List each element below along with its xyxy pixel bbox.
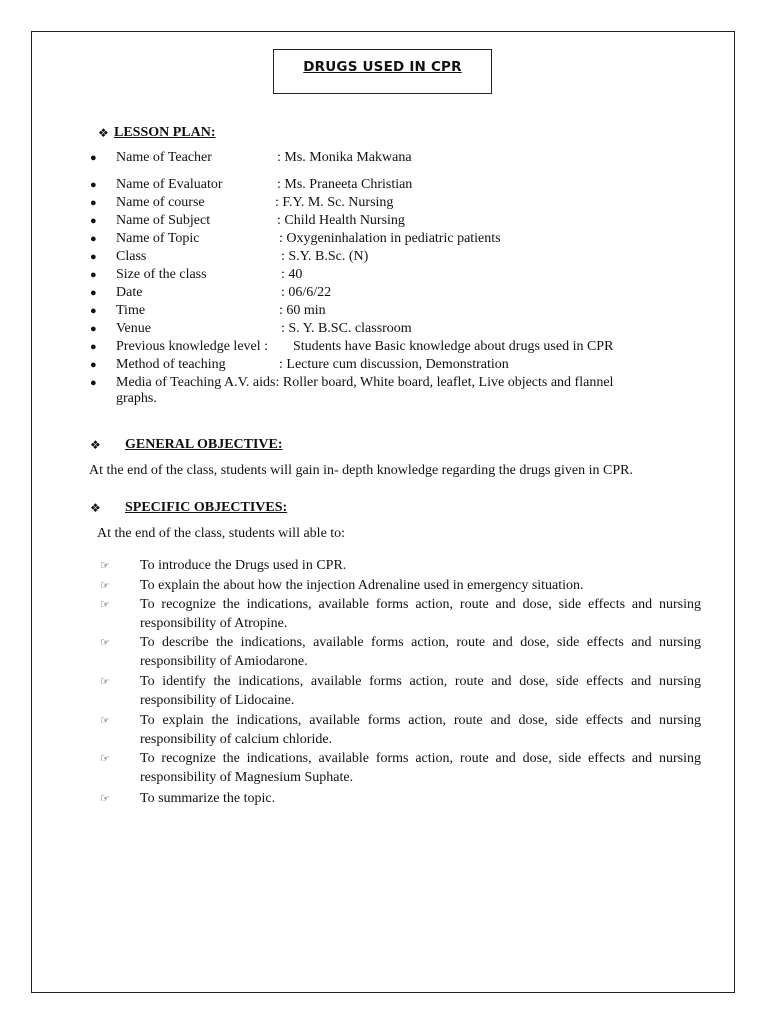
lesson-plan-heading: ❖ LESSON PLAN: xyxy=(98,125,216,140)
diamond-bullet-icon: ❖ xyxy=(90,438,101,452)
bullet-icon: ● xyxy=(90,152,97,164)
bullet-icon: ● xyxy=(90,233,97,245)
specific-objectives-intro: At the end of the class, students will able to: xyxy=(97,526,346,541)
list-item: ● Class : S.Y. B.Sc. (N) xyxy=(90,249,369,264)
list-item: ● Name of Evaluator : Ms. Praneeta Christian xyxy=(90,177,413,192)
list-item: ● Time : 60 min xyxy=(90,303,326,318)
list-item: ● Date : 06/6/22 xyxy=(90,285,332,300)
pointing-hand-icon: ☞ xyxy=(100,598,110,611)
list-item: ● Media of Teaching A.V. aids: Roller board, White board, leaflet, Live objects and flannel graphs. xyxy=(90,375,614,406)
diamond-bullet-icon: ❖ xyxy=(90,501,101,515)
list-item: ● Venue : S. Y. B.SC. classroom xyxy=(90,321,412,336)
pointing-hand-icon: ☞ xyxy=(100,579,110,592)
bullet-icon: ● xyxy=(90,359,97,371)
bullet-icon: ● xyxy=(90,305,97,317)
list-item: ● Previous knowledge level : Students have Basic knowledge about drugs used in CPR xyxy=(90,339,614,354)
document-title: DRUGS USED IN CPR xyxy=(303,59,462,75)
list-item: ● Method of teaching : Lecture cum discussion, Demonstration xyxy=(90,357,509,372)
bullet-icon: ● xyxy=(90,269,97,281)
list-item: ● Name of Teacher : Ms. Monika Makwana xyxy=(90,150,412,165)
list-item: ● Size of the class : 40 xyxy=(90,267,303,282)
bullet-icon: ● xyxy=(90,287,97,299)
bullet-icon: ● xyxy=(90,323,97,335)
bullet-icon: ● xyxy=(90,179,97,191)
list-item: ● Name of Subject : Child Health Nursing xyxy=(90,213,405,228)
list-item: ● Name of Topic : Oxygeninhalation in pediatric patients xyxy=(90,231,501,246)
pointing-hand-icon: ☞ xyxy=(100,559,110,572)
bullet-icon: ● xyxy=(90,377,97,389)
pointing-hand-icon: ☞ xyxy=(100,636,110,649)
general-objective-text: At the end of the class, students will gain in- depth knowledge regarding the drugs given in CPR. xyxy=(89,463,633,478)
list-item: ● Name of course : F.Y. M. Sc. Nursing xyxy=(90,195,394,210)
pointing-hand-icon: ☞ xyxy=(100,752,110,765)
pointing-hand-icon: ☞ xyxy=(100,714,110,727)
bullet-icon: ● xyxy=(90,341,97,353)
pointing-hand-icon: ☞ xyxy=(100,675,110,688)
specific-objectives-heading: ❖ SPECIFIC OBJECTIVES: xyxy=(90,500,288,515)
pointing-hand-icon: ☞ xyxy=(100,792,110,805)
title-box xyxy=(273,49,492,94)
diamond-bullet-icon: ❖ xyxy=(98,126,109,140)
general-objective-heading: ❖ GENERAL OBJECTIVE: xyxy=(90,437,283,452)
bullet-icon: ● xyxy=(90,251,97,263)
bullet-icon: ● xyxy=(90,215,97,227)
bullet-icon: ● xyxy=(90,197,97,209)
